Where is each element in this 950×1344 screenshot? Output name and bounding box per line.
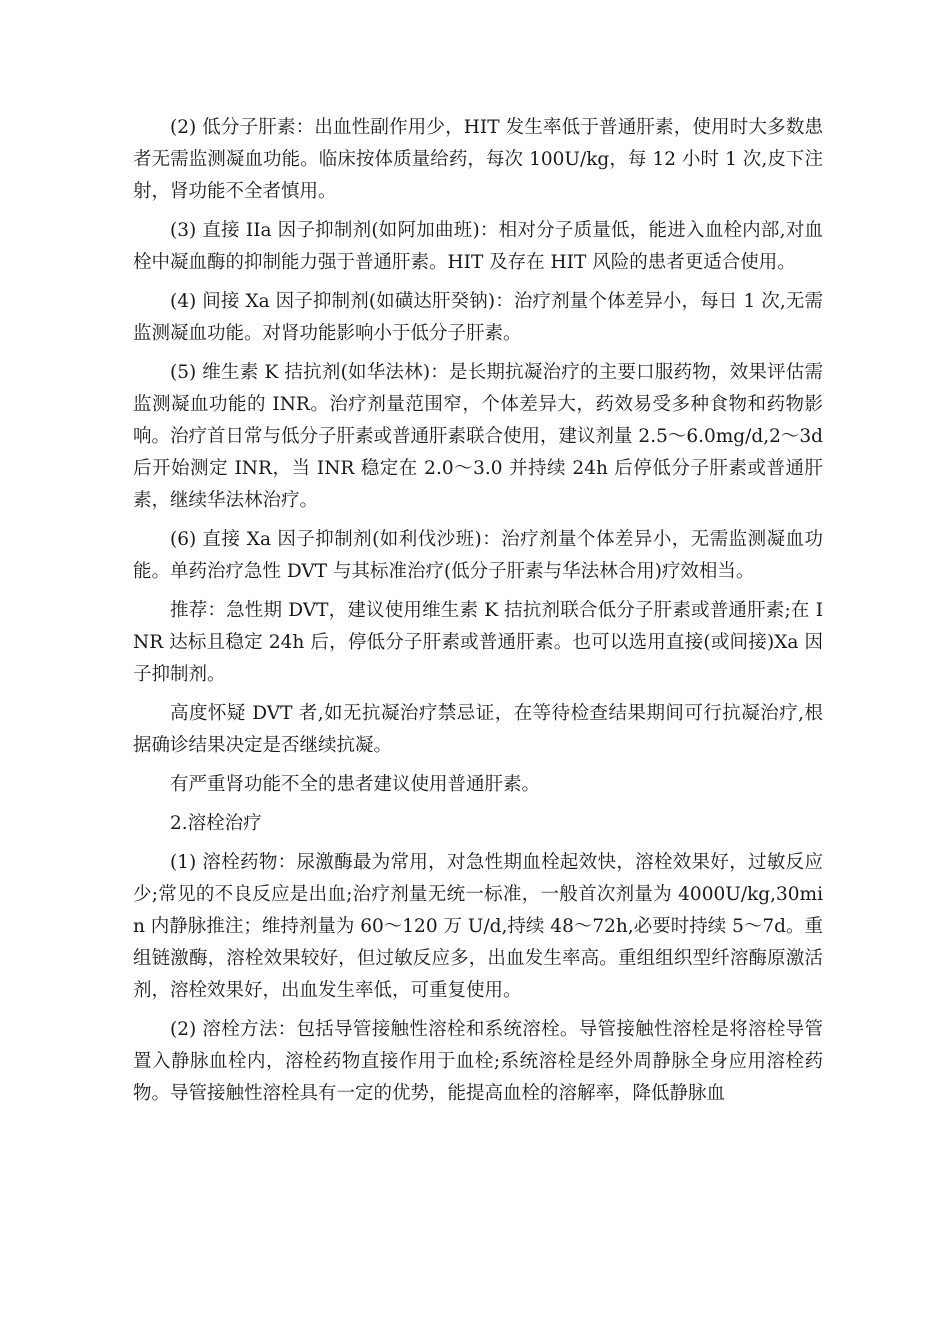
paragraph-renal-insufficiency: 有严重肾功能不全的患者建议使用普通肝素。: [170, 774, 541, 795]
paragraph-direct-xa-inhibitor: (6) 直接 Xa 因子抑制剂(如利伐沙班)：治疗剂量个体差异小，无需监测凝血功能。单药治疗急性 DVT 与其标准治疗(低分子肝素与华法林合用)疗效相当。: [133, 529, 823, 582]
paragraph-suspected-dvt: 高度怀疑 DVT 者,如无抗凝治疗禁忌证，在等待检查结果期间可行抗凝治疗,根据确诊结果决定是否继续抗凝。: [133, 703, 823, 756]
paragraph-thrombolysis-methods: (2) 溶栓方法：包括导管接触性溶栓和系统溶栓。导管接触性溶栓是将溶栓导管置入静脉血栓内，溶栓药物直接作用于血栓;系统溶栓是经外周静脉全身应用溶栓药物。导管接触性溶栓具有一定的优势，能提高血栓的溶解率，降低静脉血: [133, 1019, 823, 1104]
section-heading-thrombolysis: 2.溶栓治疗: [170, 813, 262, 834]
paragraph-recommendation: 推荐：急性期 DVT，建议使用维生素 K 拮抗剂联合低分子肝素或普通肝素;在 INR 达标且稳定 24h 后，停低分子肝素或普通肝素。也可以选用直接(或间接)Xa 因子抑制剂。: [133, 600, 823, 685]
paragraph-lmwh: (2) 低分子肝素：出血性副作用少，HIT 发生率低于普通肝素，使用时大多数患者无需监测凝血功能。临床按体质量给药，每次 100U/kg，每 12 小时 1 次,皮下注射，肾功能不全者慎用。: [133, 117, 823, 202]
document-body: [133, 112, 823, 1117]
paragraph-direct-iia-inhibitor: (3) 直接 IIa 因子抑制剂(如阿加曲班)：相对分子质量低，能进入血栓内部,对血栓中凝血酶的抑制能力强于普通肝素。HIT 及存在 HIT 风险的患者更适合使用。: [133, 220, 823, 273]
paragraph-vitamin-k-antagonist: (5) 维生素 K 拮抗剂(如华法林)：是长期抗凝治疗的主要口服药物，效果评估需监测凝血功能的 INR。治疗剂量范围窄，个体差异大，药效易受多种食物和药物影响。治疗首日常与低分子肝素或普通肝素联合使用，建议剂量 2.5～6.0mg/d,2～3d 后开始测定 INR，当 INR 稳定在 2.0～3.0 并持续 24h 后停低分子肝素或普通肝素，继续华法林治疗。: [133, 362, 823, 511]
paragraph-thrombolytic-drugs: (1) 溶栓药物：尿激酶最为常用，对急性期血栓起效快，溶栓效果好，过敏反应少;常见的不良反应是出血;治疗剂量无统一标准，一般首次剂量为 4000U/kg,30min 内静脉推注；维持剂量为 60～120 万 U/d,持续 48～72h,必要时持续 5～7d。重组链激酶，溶栓效果较好，但过敏反应多，出血发生率高。重组组织型纤溶酶原激活剂，溶栓效果好，出血发生率低，可重复使用。: [133, 852, 823, 1001]
paragraph-indirect-xa-inhibitor: (4) 间接 Xa 因子抑制剂(如磺达肝癸钠)：治疗剂量个体差异小，每日 1 次,无需监测凝血功能。对肾功能影响小于低分子肝素。: [133, 291, 823, 344]
